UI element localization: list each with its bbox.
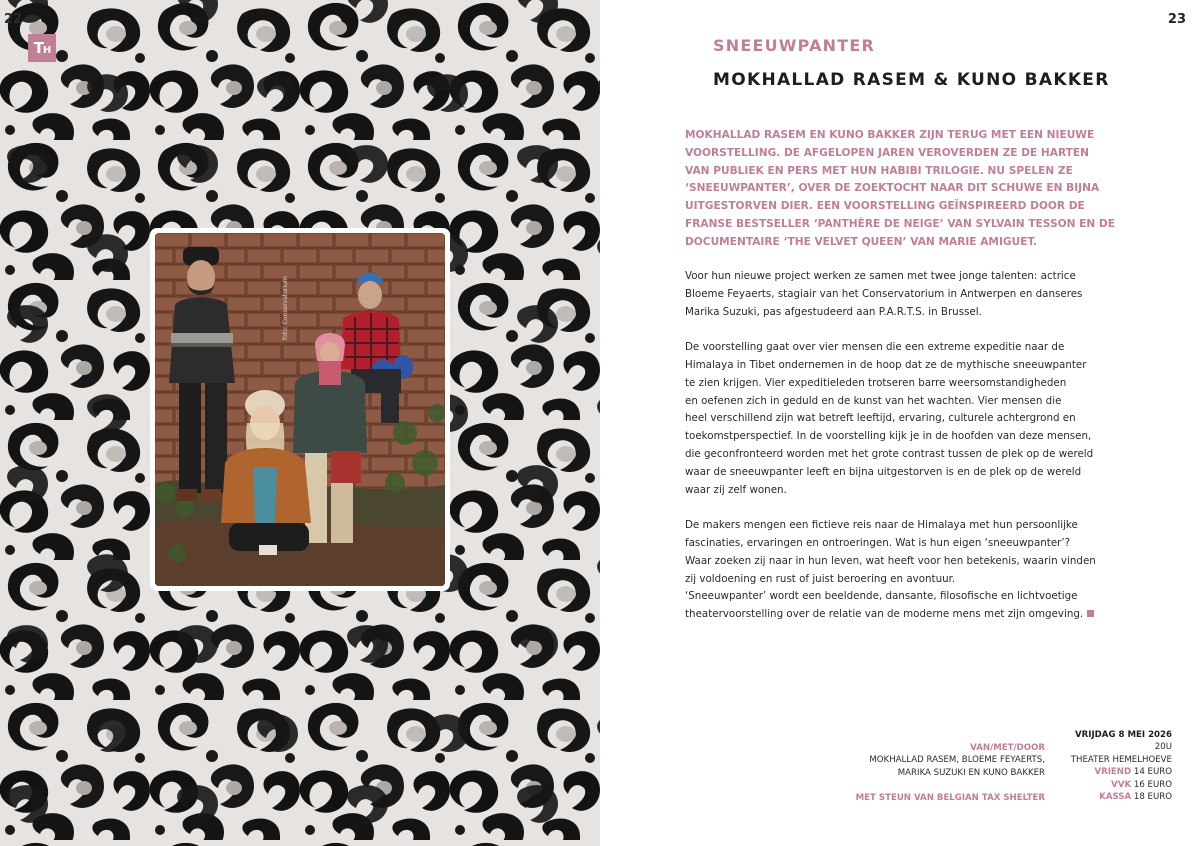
- intro-line: DOCUMENTAIRE ‘THE VELVET QUEEN’ VAN MARIE AMIGUET.: [685, 235, 1038, 248]
- right-page: [600, 0, 1200, 846]
- body-line: ‘Sneeuwpanter’ wordt een beeldende, dansante, filosofische en lichtvoetige: [685, 590, 1078, 603]
- body-line: toekomstperspectief. In de voorstelling kijk je in de hoofden van deze mensen,: [685, 430, 1092, 443]
- page-number-left: 22: [4, 12, 23, 27]
- intro-line: ‘SNEEUWPANTER’, OVER DE ZOEKTOCHT NAAR DIT SCHUWE EN BIJNA: [685, 182, 1100, 195]
- credits-names: MARIKA SUZUKI EN KUNO BAKKER: [897, 767, 1045, 778]
- body-line: Waar zoeken zij naar in hun leven, wat heeft voor hen betekenis, waarin vinden: [685, 554, 1096, 567]
- price-label: VRIEND: [1094, 767, 1132, 778]
- support-note: MET STEUN VAN BELGIAN TAX SHELTER: [855, 792, 1045, 803]
- body-line: fascinaties, ervaringen en ontroeringen. Wat is hun eigen ‘sneeuwpanter’?: [685, 536, 1071, 549]
- body-line: waar de sneeuwpanter leeft en bijna uitgestorven is en de plek op de wereld: [685, 465, 1082, 478]
- price-label: VVK: [1111, 779, 1132, 790]
- event-info-block: [1071, 729, 1172, 803]
- logo-letter-main: T: [33, 39, 43, 57]
- body-line: heel verschillend zijn wat betreft leeftijd, ervaring, culturele achtergrond en: [685, 412, 1076, 425]
- body-line: zij voldoening en rust of juist beroering en avontuur.: [685, 572, 956, 585]
- intro-line: FRANSE BESTSELLER ‘PANTHÈRE DE NEIGE’ VAN SYLVAIN TESSON EN DE: [685, 217, 1115, 230]
- intro-line: VAN PUBLIEK EN PERS MET HUN HABIBI TRILOGIE. NU SPELEN ZE: [685, 164, 1073, 177]
- price-value: 16 EURO: [1133, 779, 1172, 790]
- body-line: De voorstelling gaat over vier mensen die een extreme expeditie naar de: [685, 341, 1065, 354]
- event-venue: THEATER HEMELHOEVE: [1070, 754, 1172, 765]
- body-text: [685, 268, 1125, 624]
- price-vvk: [1071, 779, 1172, 791]
- body-line: te zien krijgen. Vier expeditieleden trotseren barre weersomstandigheden: [685, 376, 1067, 389]
- body-line: waar zij zelf wonen.: [685, 483, 787, 496]
- body-line: die geconfronteerd worden met het grote contrast tussen de plek op de wereld: [685, 447, 1094, 460]
- group-portrait-image: [155, 233, 445, 586]
- page-number-right: 23: [1167, 12, 1186, 27]
- body-line: Marika Suzuki, pas afgestudeerd aan P.A.R.T.S. in Brussel.: [685, 305, 982, 318]
- price-value: 18 EURO: [1133, 792, 1172, 803]
- intro-paragraph: [685, 127, 1125, 252]
- body-line-last: [685, 606, 1125, 624]
- kicker-title: SNEEUWPANTER: [713, 36, 876, 55]
- price-label: KASSA: [1099, 792, 1132, 803]
- body-line-text: theatervoorstelling over de relatie van de moderne mens met zijn omgeving.: [685, 608, 1084, 621]
- end-mark-icon: [1087, 610, 1094, 617]
- price-value: 14 EURO: [1133, 767, 1172, 778]
- intro-line: UITGESTORVEN DIER. EEN VOORSTELLING GEÏNSPIREERD DOOR DE: [685, 200, 1085, 213]
- body-line: Bloeme Feyaerts, stagiair van het Conservatorium in Antwerpen en danseres: [685, 287, 1083, 300]
- body-line: De makers mengen een fictieve reis naar de Himalaya met hun persoonlijke: [685, 519, 1078, 532]
- body-line: Himalaya in Tibet ondernemen in de hoop dat ze de mythische sneeuwpanter: [685, 358, 1087, 371]
- intro-line: VOORSTELLING. DE AFGELOPEN JAREN VEROVERDEN ZE DE HARTEN: [685, 146, 1089, 159]
- credits-label: VAN/MET/DOOR: [970, 743, 1045, 753]
- price-kassa: [1071, 791, 1172, 803]
- th-logo-icon: [28, 34, 56, 62]
- credits-names: MOKHALLAD RASEM, BLOEME FEYAERTS,: [869, 755, 1045, 766]
- body-line: Voor hun nieuwe project werken ze samen met twee jonge talenten: actrice: [685, 270, 1076, 282]
- photo-credit: foto: Conservatorium: [282, 276, 289, 340]
- headline: MOKHALLAD RASEM & KUNO BAKKER: [713, 70, 1110, 90]
- event-date: VRIJDAG 8 MEI 2026: [1075, 730, 1172, 740]
- body-line: en oefenen zich in geduld en de kunst van het wachten. Vier mensen die: [685, 394, 1062, 407]
- credits-block: [856, 742, 1045, 804]
- price-vriend: [1071, 766, 1172, 778]
- event-time: 20U: [1154, 742, 1172, 753]
- intro-line: MOKHALLAD RASEM EN KUNO BAKKER ZIJN TERUG MET EEN NIEUWE: [685, 129, 1095, 141]
- logo-letter-sub: H: [42, 45, 51, 56]
